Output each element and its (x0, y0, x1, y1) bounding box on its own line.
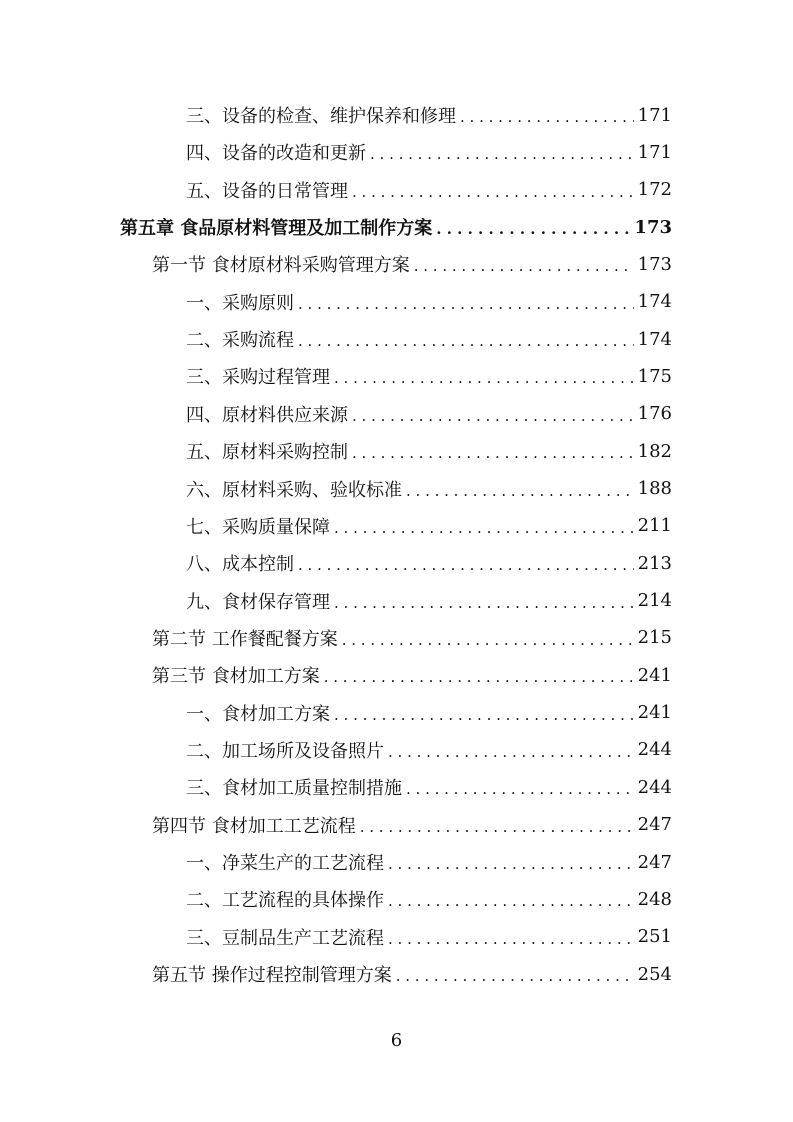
toc-section-entry[interactable] (152, 960, 672, 988)
toc-item-entry[interactable] (186, 437, 672, 465)
toc-item-entry[interactable] (186, 736, 672, 764)
toc-entry-page: 244 (637, 739, 672, 761)
toc-item-entry[interactable] (186, 885, 672, 913)
toc-entry-page: 247 (637, 851, 672, 873)
toc-entry-title: 二、加工场所及设备照片 (186, 740, 384, 762)
toc-entry-title: 一、食材加工方案 (186, 703, 330, 725)
toc-entry-page: 251 (637, 926, 672, 948)
toc-entry-page: 248 (637, 888, 672, 910)
dot-leader (370, 141, 634, 163)
toc-entry-title: 第二节 工作餐配餐方案 (152, 628, 338, 650)
toc-entry-page: 171 (637, 141, 672, 163)
page-number: 6 (390, 1030, 403, 1051)
dot-leader (334, 365, 634, 387)
toc-entry-title: 第三节 食材加工方案 (152, 666, 320, 688)
toc-entry-title: 一、采购原则 (186, 292, 294, 314)
toc-item-entry[interactable] (186, 176, 672, 204)
dot-leader (352, 440, 634, 462)
dot-leader (388, 851, 634, 873)
toc-chapter-entry[interactable] (120, 213, 672, 241)
toc-item-entry[interactable] (186, 101, 672, 129)
dot-leader (360, 814, 634, 836)
dot-leader (334, 702, 634, 724)
toc-entry-page: 241 (637, 702, 672, 724)
toc-item-entry[interactable] (186, 512, 672, 540)
toc-entry-page: 173 (637, 253, 672, 275)
toc-entry-title: 一、净菜生产的工艺流程 (186, 853, 384, 874)
toc-entry-title: 第一节 食材原材料采购管理方案 (152, 255, 410, 277)
toc-entry-title: 三、豆制品生产工艺流程 (186, 927, 384, 949)
toc-item-entry[interactable] (186, 400, 672, 428)
toc-entry-page: 188 (637, 478, 672, 499)
toc-entry-page: 174 (637, 328, 672, 350)
toc-entry-page: 176 (637, 403, 672, 425)
toc-item-entry[interactable] (186, 288, 672, 316)
toc-entry-title: 四、原材料供应来源 (186, 404, 348, 426)
dot-leader (352, 403, 634, 425)
toc-item-entry[interactable] (186, 138, 672, 166)
toc-entry-page: 174 (637, 291, 672, 313)
toc-entry-title: 五、原材料采购控制 (186, 442, 348, 464)
toc-section-entry[interactable] (152, 624, 672, 652)
toc-item-entry[interactable] (186, 475, 672, 503)
toc-entry-page: 175 (637, 365, 672, 387)
toc-entry-title: 三、食材加工质量控制措施 (186, 778, 402, 800)
toc-section-entry[interactable] (152, 661, 672, 689)
toc-entry-page: 215 (637, 627, 672, 649)
toc-entry-title: 二、工艺流程的具体操作 (186, 890, 384, 912)
toc-entry-title: 八、成本控制 (186, 554, 294, 576)
dot-leader (388, 888, 634, 910)
dot-leader (342, 627, 634, 649)
dot-leader (406, 478, 634, 500)
dot-leader (324, 664, 634, 686)
dot-leader (396, 963, 634, 985)
toc-entry-page: 171 (637, 104, 672, 126)
dot-leader (334, 515, 634, 537)
dot-leader (298, 552, 634, 574)
toc-item-entry[interactable] (186, 325, 672, 353)
toc-entry-page: 254 (637, 963, 672, 985)
toc-item-entry[interactable] (186, 362, 672, 390)
dot-leader (414, 253, 634, 275)
dot-leader (298, 328, 634, 350)
toc-item-entry[interactable] (186, 587, 672, 615)
toc-item-entry[interactable] (186, 923, 672, 951)
dot-leader (436, 216, 630, 238)
toc-section-entry[interactable] (152, 250, 672, 278)
toc-entry-title: 第五节 操作过程控制管理方案 (152, 965, 392, 987)
toc-entry-page: 247 (637, 814, 672, 836)
dot-leader (352, 179, 634, 201)
toc-entry-title: 四、设备的改造和更新 (186, 143, 366, 165)
toc-section-entry[interactable] (152, 811, 672, 839)
dot-leader (388, 926, 634, 948)
toc-item-entry[interactable] (186, 773, 672, 801)
toc-entry-title: 第四节 食材加工工艺流程 (152, 815, 356, 837)
toc-entry-page: 241 (637, 664, 672, 686)
toc-entry-title: 七、采购质量保障 (186, 516, 330, 538)
toc-item-entry[interactable] (186, 699, 672, 727)
dot-leader (298, 291, 634, 313)
toc-entry-page: 173 (634, 216, 672, 238)
toc-entry-page: 182 (637, 440, 672, 462)
toc-item-entry[interactable] (186, 848, 672, 876)
toc-entry-title: 三、采购过程管理 (186, 367, 330, 389)
toc-entry-title: 六、原材料采购、验收标准 (186, 479, 402, 501)
toc-entry-page: 172 (637, 179, 672, 201)
dot-leader (388, 739, 634, 761)
toc-entry-page: 214 (637, 590, 672, 612)
dot-leader (460, 104, 634, 126)
toc-entry-title: 第五章 食品原材料管理及加工制作方案 (120, 218, 433, 240)
dot-leader (334, 590, 634, 612)
toc-entry-title: 五、设备的日常管理 (186, 180, 348, 202)
toc-entry-title: 九、食材保存管理 (186, 591, 330, 613)
toc-entry-page: 213 (637, 552, 672, 574)
toc-entry-page: 244 (637, 776, 672, 798)
dot-leader (406, 776, 634, 798)
toc-entry-page: 211 (637, 515, 672, 537)
toc-entry-title: 三、设备的检查、维护保养和修理 (186, 106, 456, 127)
toc-entry-title: 二、采购流程 (186, 330, 294, 352)
toc-item-entry[interactable] (186, 549, 672, 577)
